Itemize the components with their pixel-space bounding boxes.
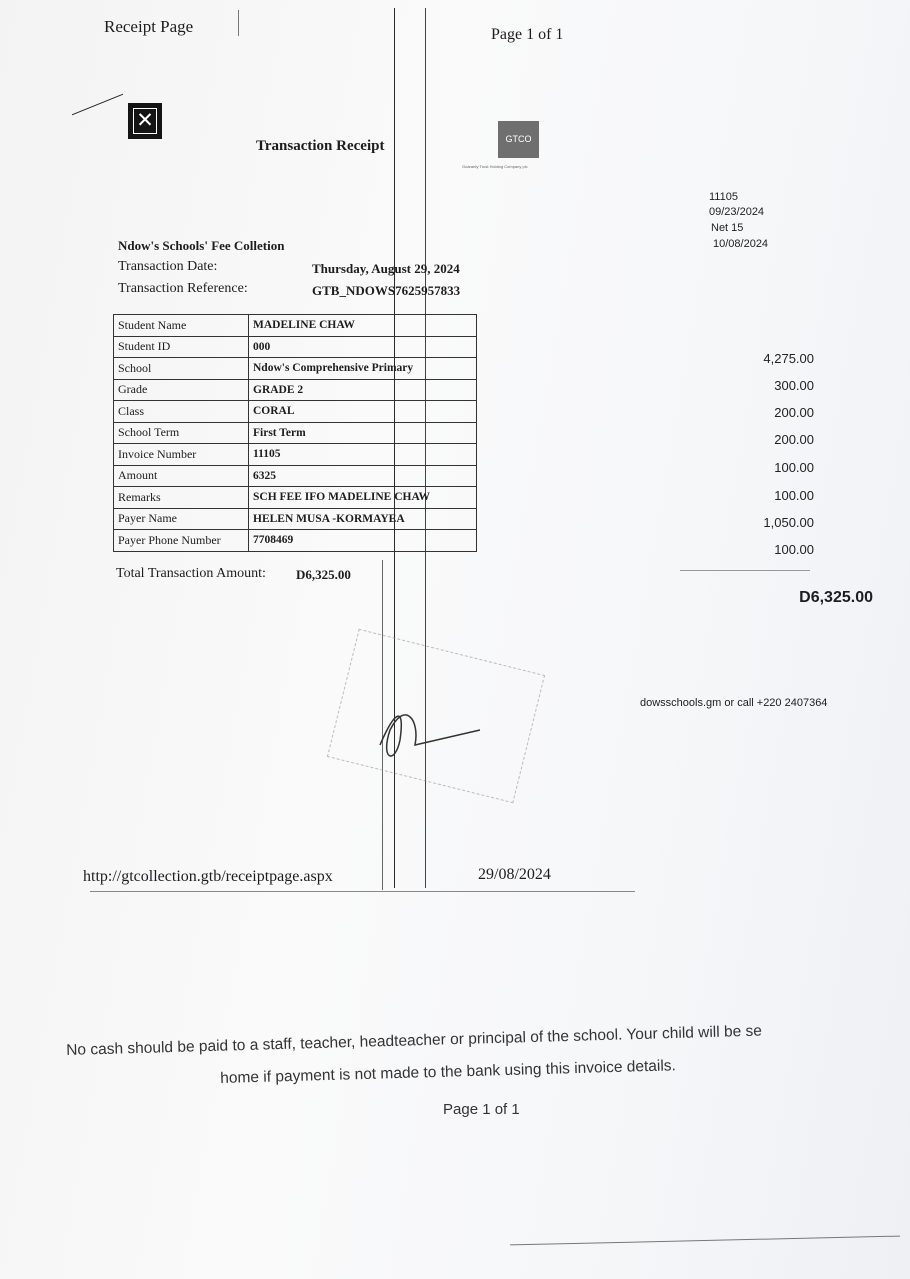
detail-label: Amount: [114, 465, 249, 487]
detail-label: Remarks: [114, 487, 249, 509]
detail-label: Student Name: [114, 315, 249, 337]
table-row: [114, 358, 477, 380]
total-rule: [680, 570, 810, 571]
detail-value: HELEN MUSA -KORMAYEA: [249, 508, 477, 530]
invoice-terms: Net 15: [711, 222, 744, 234]
detail-label: Payer Name: [114, 508, 249, 530]
receipt-footer-date: 29/08/2024: [478, 866, 551, 883]
transaction-ref-label: Transaction Reference:: [118, 281, 248, 296]
pen-mark: [72, 94, 123, 116]
gtco-logo: GTCO: [498, 121, 539, 158]
detail-value: MADELINE CHAW: [249, 315, 477, 337]
table-row: [114, 508, 477, 530]
gtco-tagline: Guaranty Trust Holding Company plc: [462, 164, 528, 169]
table-row: [114, 487, 477, 509]
grand-total: D6,325.00: [799, 589, 873, 606]
total-label: Total Transaction Amount:: [116, 566, 266, 581]
table-row: [114, 401, 477, 423]
receipt-details-table: [113, 314, 477, 552]
detail-value: 7708469: [249, 530, 477, 552]
invoice-date: 09/23/2024: [709, 206, 765, 218]
detail-label: Student ID: [114, 336, 249, 358]
footer-rule: [90, 891, 635, 892]
signature-line: [510, 1236, 900, 1246]
receipt-url: http://gtcollection.gtb/receiptpage.aspx: [83, 868, 333, 885]
detail-label: School Term: [114, 422, 249, 444]
table-row: [114, 530, 477, 552]
table-row: [114, 465, 477, 487]
line-amount: 200.00: [774, 405, 814, 420]
detail-value: Ndow's Comprehensive Primary: [249, 358, 477, 380]
detail-value: SCH FEE IFO MADELINE CHAW: [249, 487, 477, 509]
table-row: [114, 315, 477, 337]
detail-value: CORAL: [249, 401, 477, 423]
contact-line: dowsschools.gm or call +220 2407364: [640, 697, 828, 709]
detail-label: Grade: [114, 379, 249, 401]
receipt-heading: Transaction Receipt: [256, 138, 385, 154]
invoice-due-date: 10/08/2024: [713, 238, 769, 250]
notice-page-number: Page 1 of 1: [443, 1101, 520, 1118]
transaction-date-value: Thursday, August 29, 2024: [312, 261, 460, 276]
table-row: [114, 444, 477, 466]
detail-value: GRADE 2: [249, 379, 477, 401]
detail-label: Payer Phone Number: [114, 530, 249, 552]
page-number: Page 1 of 1: [491, 26, 564, 43]
detail-label: Class: [114, 401, 249, 423]
detail-value: 6325: [249, 465, 477, 487]
line-amount: 100.00: [774, 542, 814, 557]
cash-notice: No cash should be paid to a staff, teacher, headteacher or principal of the school. Your child will be se: [66, 1022, 763, 1059]
transaction-date-label: Transaction Date:: [118, 259, 218, 274]
detail-label: Invoice Number: [114, 444, 249, 466]
collection-title: Ndow's Schools' Fee Colletion: [118, 238, 285, 253]
line-amount: 300.00: [774, 378, 814, 393]
table-row: [114, 336, 477, 358]
close-box-icon: ✕: [128, 103, 162, 139]
signature: [360, 690, 500, 770]
detail-value: 11105: [249, 444, 477, 466]
table-row: [114, 422, 477, 444]
detail-label: School: [114, 358, 249, 380]
detail-value: First Term: [249, 422, 477, 444]
line-amount: 100.00: [774, 488, 814, 503]
line-amount: 1,050.00: [763, 515, 814, 530]
table-row: [114, 379, 477, 401]
receipt-page-title: Receipt Page: [104, 17, 194, 36]
line-amount: 100.00: [774, 460, 814, 475]
transaction-ref-value: GTB_NDOWS7625957833: [312, 283, 461, 298]
scan-mark: [238, 10, 239, 36]
invoice-number: 11105: [709, 191, 738, 203]
detail-value: 000: [249, 336, 477, 358]
cash-notice-line2: home if payment is not made to the bank using this invoice details.: [220, 1057, 677, 1087]
total-value: D6,325.00: [296, 567, 351, 582]
line-amount: 200.00: [774, 432, 814, 447]
line-amount: 4,275.00: [763, 351, 814, 366]
